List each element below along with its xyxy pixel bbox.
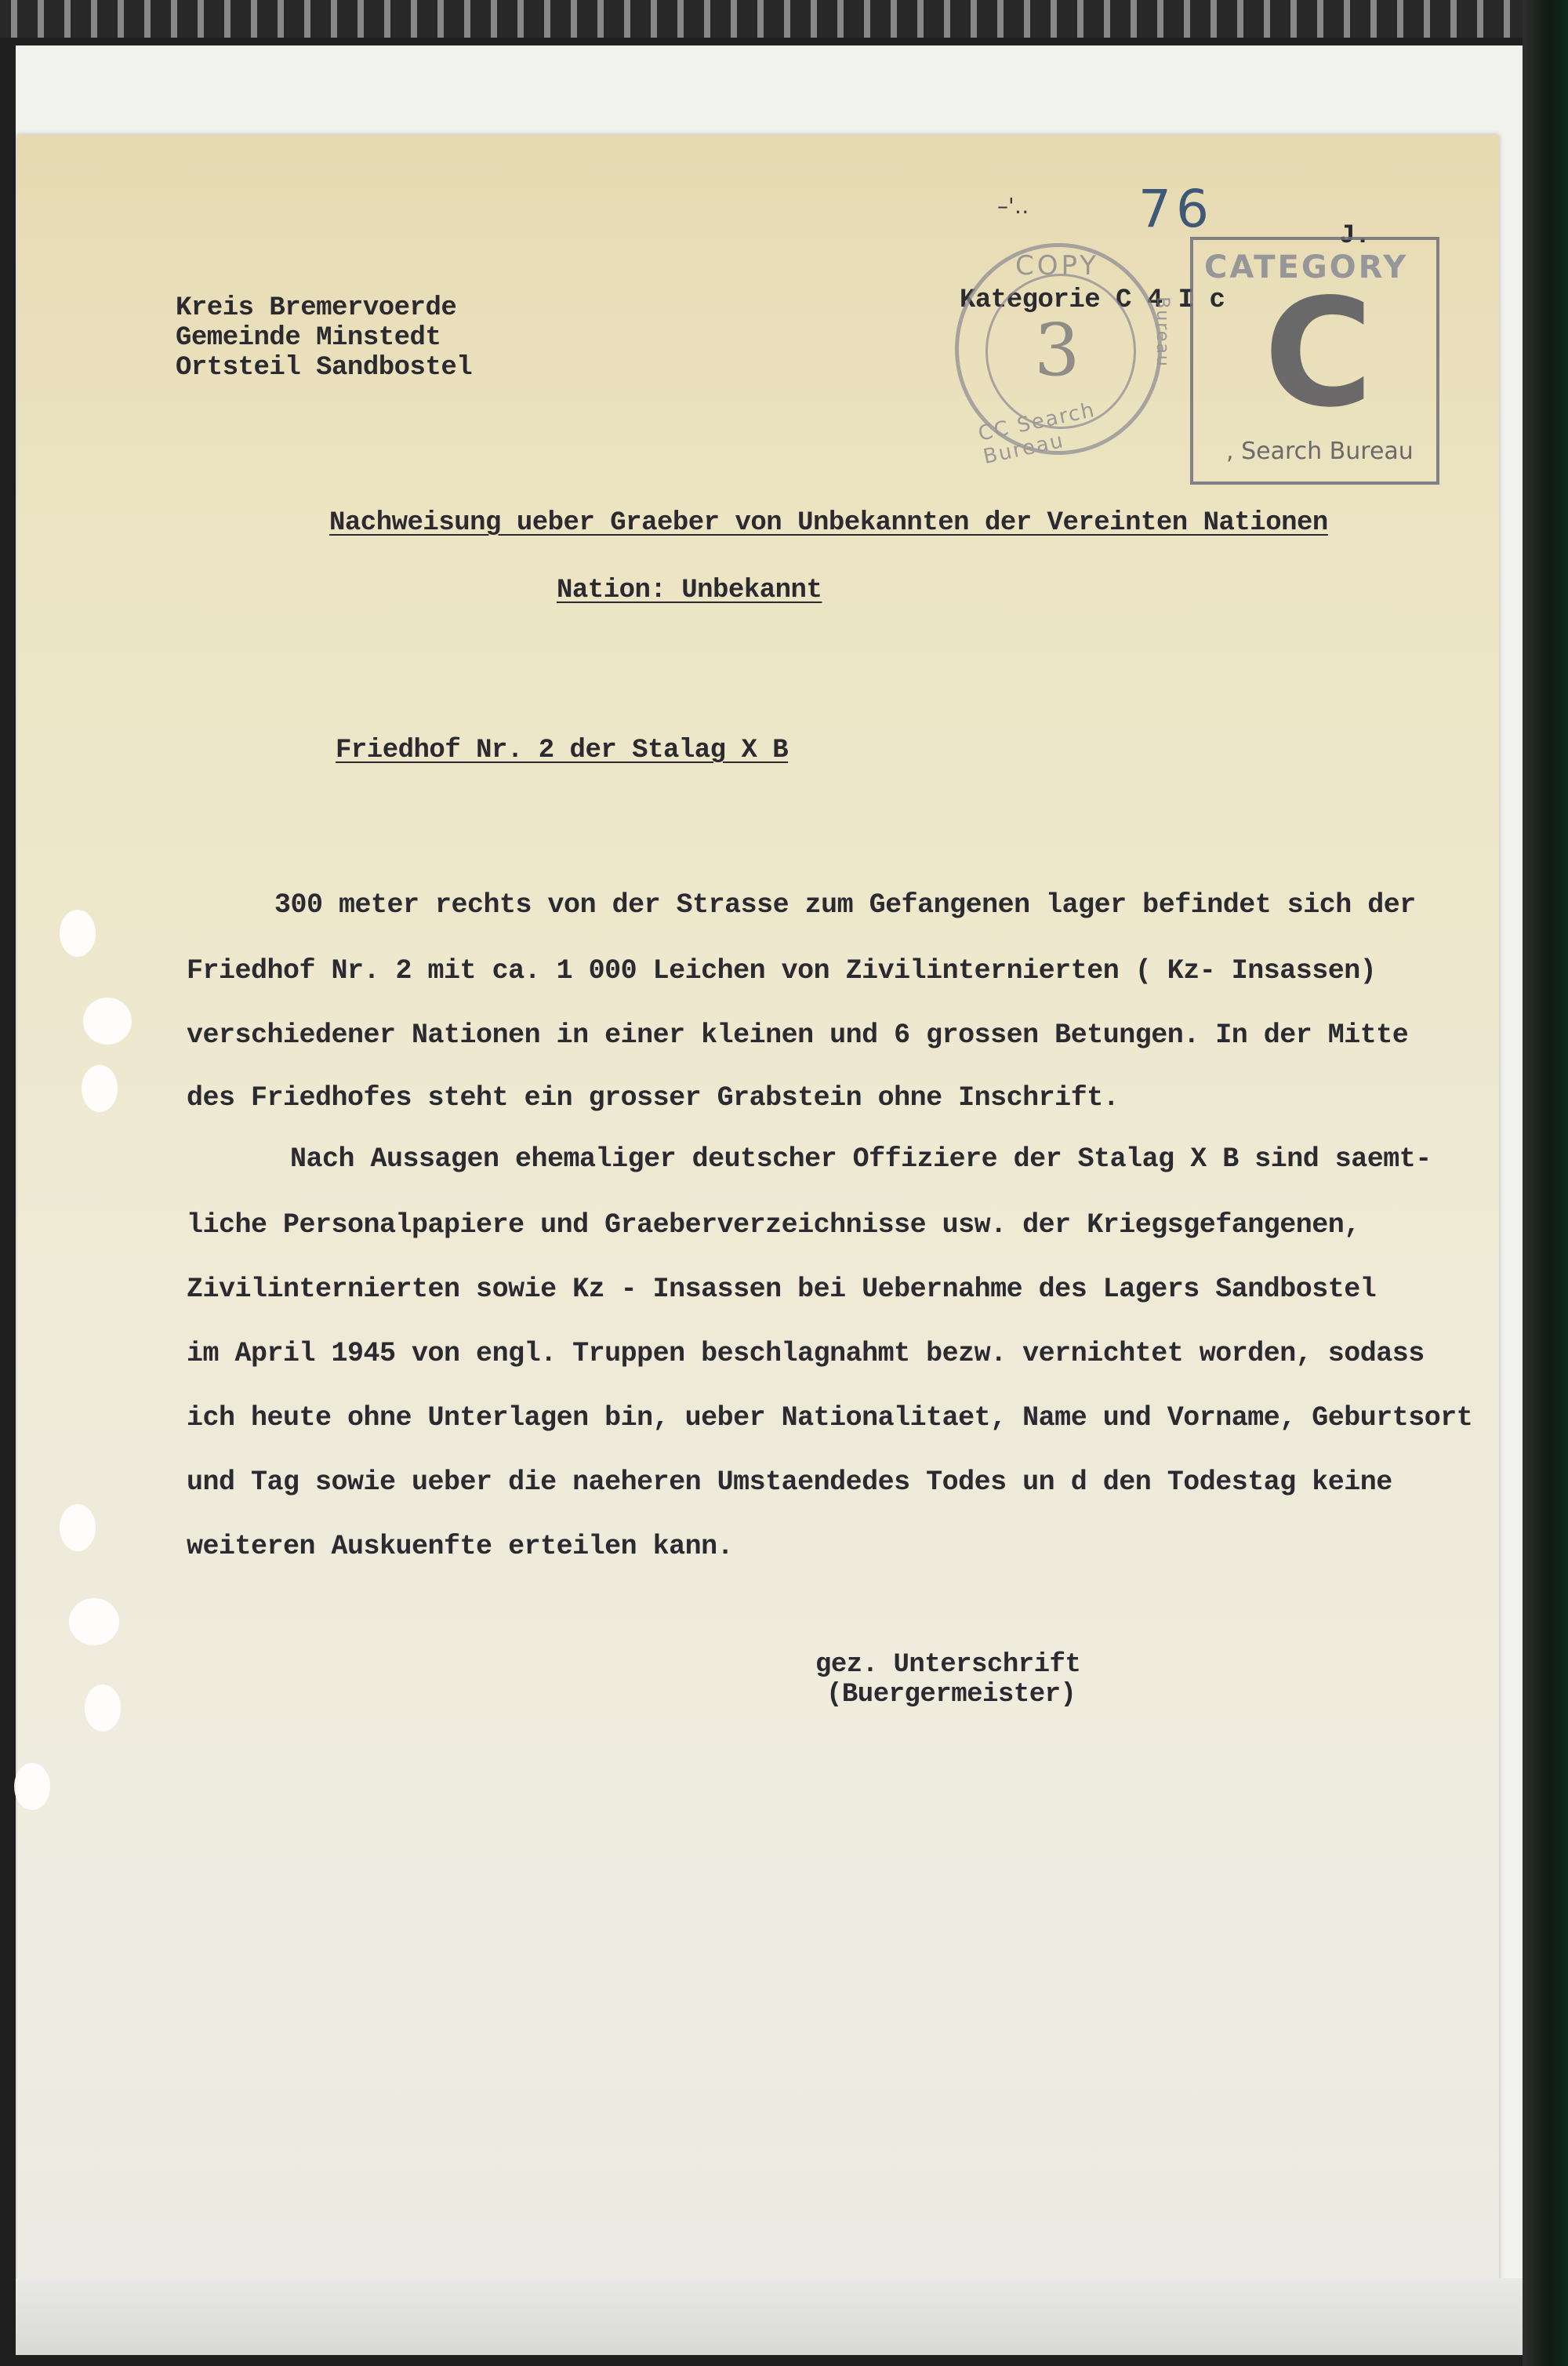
kategorie-line: Kategorie C 4 I c: [960, 285, 1225, 315]
film-perforation-strip: [0, 0, 1568, 38]
paragraph2-line: Nach Aussagen ehemaliger deutscher Offiziere der Stalag X B sind saemt-: [290, 1143, 1432, 1175]
copy-round-stamp: [955, 243, 1172, 470]
punch-hole: [14, 1763, 50, 1810]
punch-hole: [85, 1685, 121, 1732]
address-line-gemeinde: Gemeinde Minstedt: [176, 323, 441, 353]
document-title: Nachweisung ueber Graeber von Unbekannten der Vereinten Nationen: [329, 508, 1328, 538]
punch-hole: [82, 1065, 118, 1112]
punch-hole: [60, 1504, 96, 1551]
stamp-category-letter: C: [1264, 267, 1374, 440]
stamp-copy-text: COPY: [1015, 250, 1100, 282]
signature-title: (Buergermeister): [826, 1680, 1076, 1710]
stamp-side-text: Bureau: [1152, 296, 1172, 368]
cemetery-heading: Friedhof Nr. 2 der Stalag X B: [336, 736, 789, 765]
paragraph2-line: im April 1945 von engl. Truppen beschlagnahmt bezw. vernichtet worden, sodass: [187, 1338, 1425, 1369]
nation-line: Nation: Unbekannt: [557, 576, 822, 605]
page-number: 76: [1138, 179, 1214, 239]
stamp-category-label: CATEGORY: [1204, 249, 1409, 285]
paragraph1-line: 300 meter rechts von der Strasse zum Gefangenen lager befindet sich der: [274, 889, 1416, 921]
paragraph1-line: verschiedener Nationen in einer kleinen und 6 grossen Betungen. In der Mitte: [187, 1019, 1409, 1051]
paragraph1-line: Friedhof Nr. 2 mit ca. 1 000 Leichen von Zivilinternierten ( Kz- Insassen): [187, 955, 1377, 987]
stamp-bureau-text: CC Search Bureau: [976, 398, 1098, 470]
punch-hole: [83, 998, 132, 1045]
scan-bottom-band: [16, 2278, 1523, 2355]
paragraph2-line: Zivilinternierten sowie Kz - Insassen bei Uebernahme des Lagers Sandbostel: [187, 1274, 1377, 1305]
paragraph2-line: liche Personalpapiere und Graeberverzeichnisse usw. der Kriegsgefangenen,: [187, 1209, 1360, 1241]
punch-hole: [69, 1598, 119, 1645]
address-line-ortsteil: Ortsteil Sandbostel: [176, 353, 473, 383]
category-box-stamp: [1190, 237, 1439, 485]
paragraph2-line: weiteren Auskuenfte erteilen kann.: [187, 1531, 734, 1562]
paragraph2-line: und Tag sowie ueber die naeheren Umstaendedes Todes un d den Todestag keine: [187, 1466, 1392, 1498]
mark-j: J.: [1339, 221, 1370, 251]
stamp-copy-number: 3: [1034, 308, 1080, 392]
stamp-search-bureau: , Search Bureau: [1226, 438, 1414, 465]
handwritten-dash-mark: –'‥: [997, 193, 1029, 219]
punch-hole: [60, 910, 96, 957]
paragraph1-line: des Friedhofes steht ein grosser Grabstein ohne Inschrift.: [187, 1082, 1120, 1114]
paragraph2-line: ich heute ohne Unterlagen bin, ueber Nationalitaet, Name und Vorname, Geburtsort: [187, 1402, 1473, 1434]
address-line-kreis: Kreis Bremervoerde: [176, 293, 457, 323]
signature-line: gez. Unterschrift: [815, 1650, 1081, 1680]
scan-edge-strip: [1523, 0, 1568, 2366]
